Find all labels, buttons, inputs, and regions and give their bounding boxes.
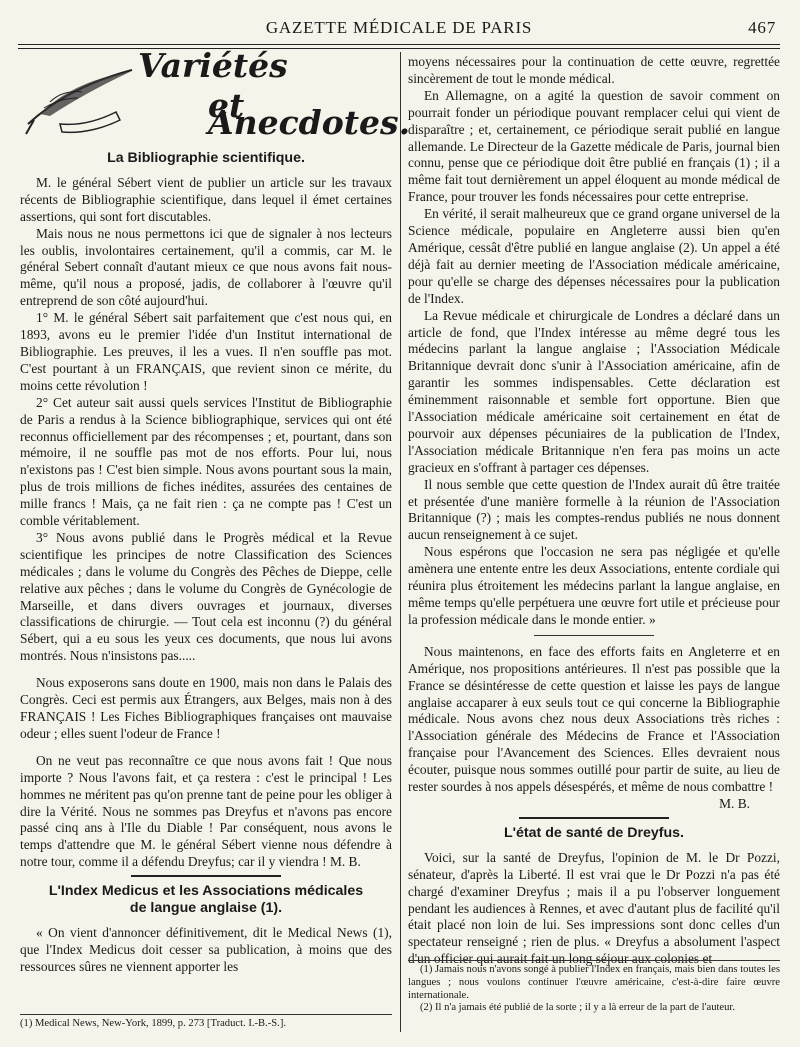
section-title-line: de langue anglaise (1). (129, 900, 283, 917)
paragraph: La Revue médicale et chirurgicale de Londres a déclaré dans un article de fond, que l'Index intéresse au même degré tous les médecins parlant la langue anglaise ; l'Association Médicale Britannique devrait donc s'unir à l'Association américaine, afin de garantir les sommes indispensables. Cette déclaration est éminemment raisonnable et semble fort opportune. Bien que l'Association médicale américaine soit certainement en état de pourvoir aux dépenses pécuniaires de la publication de l'Index, l'Association médicale Britannique n'en fera pas moins un acte gracieux en s'offrant à partager ces dépenses. (408, 307, 780, 475)
paragraph: « On vient d'annoncer définitivement, dit le Medical News (1), que l'Index Medicus doit cesser sa publication, à moins que des ressources sûres ne viennent apporter les (20, 925, 392, 974)
section-rule (131, 875, 281, 877)
section-title-dreyfus: L'état de santé de Dreyfus. (504, 824, 684, 841)
paragraph: moyens nécessaires pour la continuation de cette œuvre, regrettée sincèrement de tout le monde médical. (408, 54, 780, 86)
paragraph: Nous exposerons sans doute en 1900, mais non dans le Palais des Congrès. Ceci est permis aux Étrangers, aux Belges, mais non à des FRANÇAIS ! Les Fiches Bibliographiques françaises ont mauvaise odeur ; elles suent l'odeur de France ! (20, 675, 392, 741)
journal-title: GAZETTE MÉDICALE DE PARIS (265, 18, 533, 37)
paragraph: Nous maintenons, en face des efforts faits en Angleterre et en Amérique, nos propositions antérieures. Il n'est pas possible que la France se désintéresse de cette question et laisse les pays de langue anglaise accaparer à eux seuls tout ce qui concerne la Bibliographie médicale. Nous avons chez nous deux Associations très riches : l'Association générale des Médecins de France et l'Association française pour l'Avancement des Sciences. Elles devraient nous écouter, puisque nous sommes outillé pour partir de suite, au lieu de rester sourdes à nos appels désespérés, et même de nous combattre ! (408, 643, 780, 795)
paragraph: Il nous semble que cette question de l'Index aurait dû être traitée et présentée d'une manière formelle à la réunion de l'Association Britannique (?) ; mais les comptes-rendus publiés ne nous donnent aucun renseignement à ce sujet. (408, 476, 780, 543)
section-title-line: L'Index Medicus et les Associations médicales (48, 883, 364, 900)
footnote: (1) Jamais nous n'avons songé à publier l'Index en français, mais bien dans toutes les langues ; nous voulons continuer l'œuvre américaine, c'est-à-dire faire œuvre internationale. (408, 964, 780, 1001)
banner-title-line1: Variétés (138, 46, 288, 85)
paragraph: Nous espérons que l'occasion ne sera pas négligée et qu'elle amènera une entente entre les deux Associations, entente cordiale qui réunira plus étroitement les médecins parlant la langue anglaise, en même temps qu'elle perpétuera une œuvre fort utile et précieuse pour la profession médicale dans le monde entier. » (408, 544, 780, 627)
right-column (408, 54, 780, 968)
paragraph: En vérité, il serait malheureux que ce grand organe universel de la Science médicale, populaire en Angleterre aussi bien qu'en Amérique, cessât d'être publié en langue anglaise (2). Un appel a été déjà fait au dernier meeting de l'Association médicale américaine, pour qu'elle se charge des dépenses nécessaires pour la publication de l'Index. (408, 206, 780, 306)
paragraph: Mais nous ne nous permettons ici que de signaler à nos lecteurs les oublis, involontaires certainement, qu'il a commis, car M. le général Sebert connaît d'autant mieux ce que nous avons fait nous-même, qu'il nous a proposé, jadis, de collaborer à l'œuvre qu'il entreprend de son côté aujourd'hui. (20, 225, 392, 309)
quill-scroll-icon (20, 64, 138, 136)
section-title-bibliographie: La Bibliographie scientifique. (107, 150, 305, 166)
section-title-index-medicus (20, 883, 392, 917)
paragraph: 3° Nous avons publié dans le Progrès médical et la Revue scientifique les principes de notre Classification des Sciences médicales ; dans le volume du Congrès des Pêches de Dieppe, celle relative aux pêches ; dans le volume du Congrès de Gynécologie de Marseille, et dans divers ouvrages et journaux, diverses classifications de chirurgie. — Tout cela est inconnu (?) du général Sébert, qui a eu sous les yeux ces documents, que nous lui avons montrés. Nous n'insistons pas..... (20, 529, 392, 664)
paragraph: 1° M. le général Sébert sait parfaitement que c'est nous qui, en 1893, avons eu le premier l'idée d'un Institut international de Bibliographie. Les preuves, il les a vues. Il n'en souffle pas mot. C'est pourtant à un FRANÇAIS, que revient sinon ce mérite, du moins cette révolution ! (20, 310, 392, 393)
footnotes-right (408, 960, 780, 1015)
left-column (20, 46, 411, 976)
separator-rule (534, 635, 654, 636)
paragraph: 2° Cet auteur sait aussi quels services l'Institut de Bibliographie de Paris a rendus à la Science bibliographique, services qui ont été reconnus officiellement par des récompenses ; et, pourtant, dans son mémoire, il ne souffle pas mot de nos efforts. Pour lui, nous n'existons pas ! C'est bien simple. Nous avons pourtant sous la main, plus de trois millions de fiches inédites, assurées des centaines de mille francs ! Mais, ça ne fait rien : ça ne compte pas ! C'est un comble véritablement. (20, 394, 392, 529)
footnote-left: (1) Medical News, New-York, 1899, p. 273 [Traduct. I.-B.-S.]. (20, 1014, 392, 1031)
paragraph: M. le général Sébert vient de publier un article sur les travaux récents de Bibliographie scientifique, dans lequel il émet certaines assertions, qui sont fort discutables. (20, 174, 392, 224)
varietes-banner (20, 46, 411, 144)
column-divider (400, 52, 401, 1032)
running-header (18, 18, 780, 40)
header-rule-thin (18, 48, 780, 49)
section-rule (519, 817, 669, 819)
page-number: 467 (748, 18, 776, 37)
paragraph: Voici, sur la santé de Dreyfus, l'opinion de M. le Dr Pozzi, sénateur, d'après la Liberté. Il est vrai que le Dr Pozzi n'a pas été chargé d'examiner Dreyfus ; mais il a pu l'observer longuement pendant les audiences à Rennes, et avec d'autant plus de facilité qu'il était placé non loin de lui. Ses impressions sont donc celles d'un spectateur renseigné ; rien de plus. « Dreyfus a absolument l'aspect d'un officier qui aurait fait un long séjour aux colonies et (408, 849, 780, 967)
paragraph: On ne veut pas reconnaître ce que nous avons fait ! Que nous importe ? Nous l'avons fait, et ça restera : c'est le principal ! Les hommes ne méritent pas qu'on prenne tant de peine pour les obliger à dire la Vérité. Nous ne sommes pas Dreyfus et n'avons pas encore passé cinq ans à l'Ile du Diable ! Par conséquent, nous avons le temps d'attendre que M. le général Sébert vienne nous défendre à notre tour, comme il a défendu Dreyfus; car il y viendra ! M. B. (20, 752, 392, 870)
banner-title-line2: et Anecdotes. (208, 86, 411, 142)
signature: M. B. (719, 795, 750, 811)
header-rule (18, 44, 780, 45)
footnote: (2) Il n'a jamais été publié de la sorte ; il y a là erreur de la part de l'auteur. (420, 1002, 736, 1014)
paragraph: En Allemagne, on a agité la question de savoir comment on pourrait fonder un périodique pouvant remplacer celui qui vient de disparaître ; et, certainement, ce périodique serait publié en langue allemande. Le Directeur de la Gazette médicale de Paris, journal bien connu, pense que ce périodique doit être publié en français (1) ; il a même fait tout dernièrement un appel éloquent au monde médical de France, pour trouver les fonds nécessaires pour cette entreprise. (408, 87, 780, 205)
